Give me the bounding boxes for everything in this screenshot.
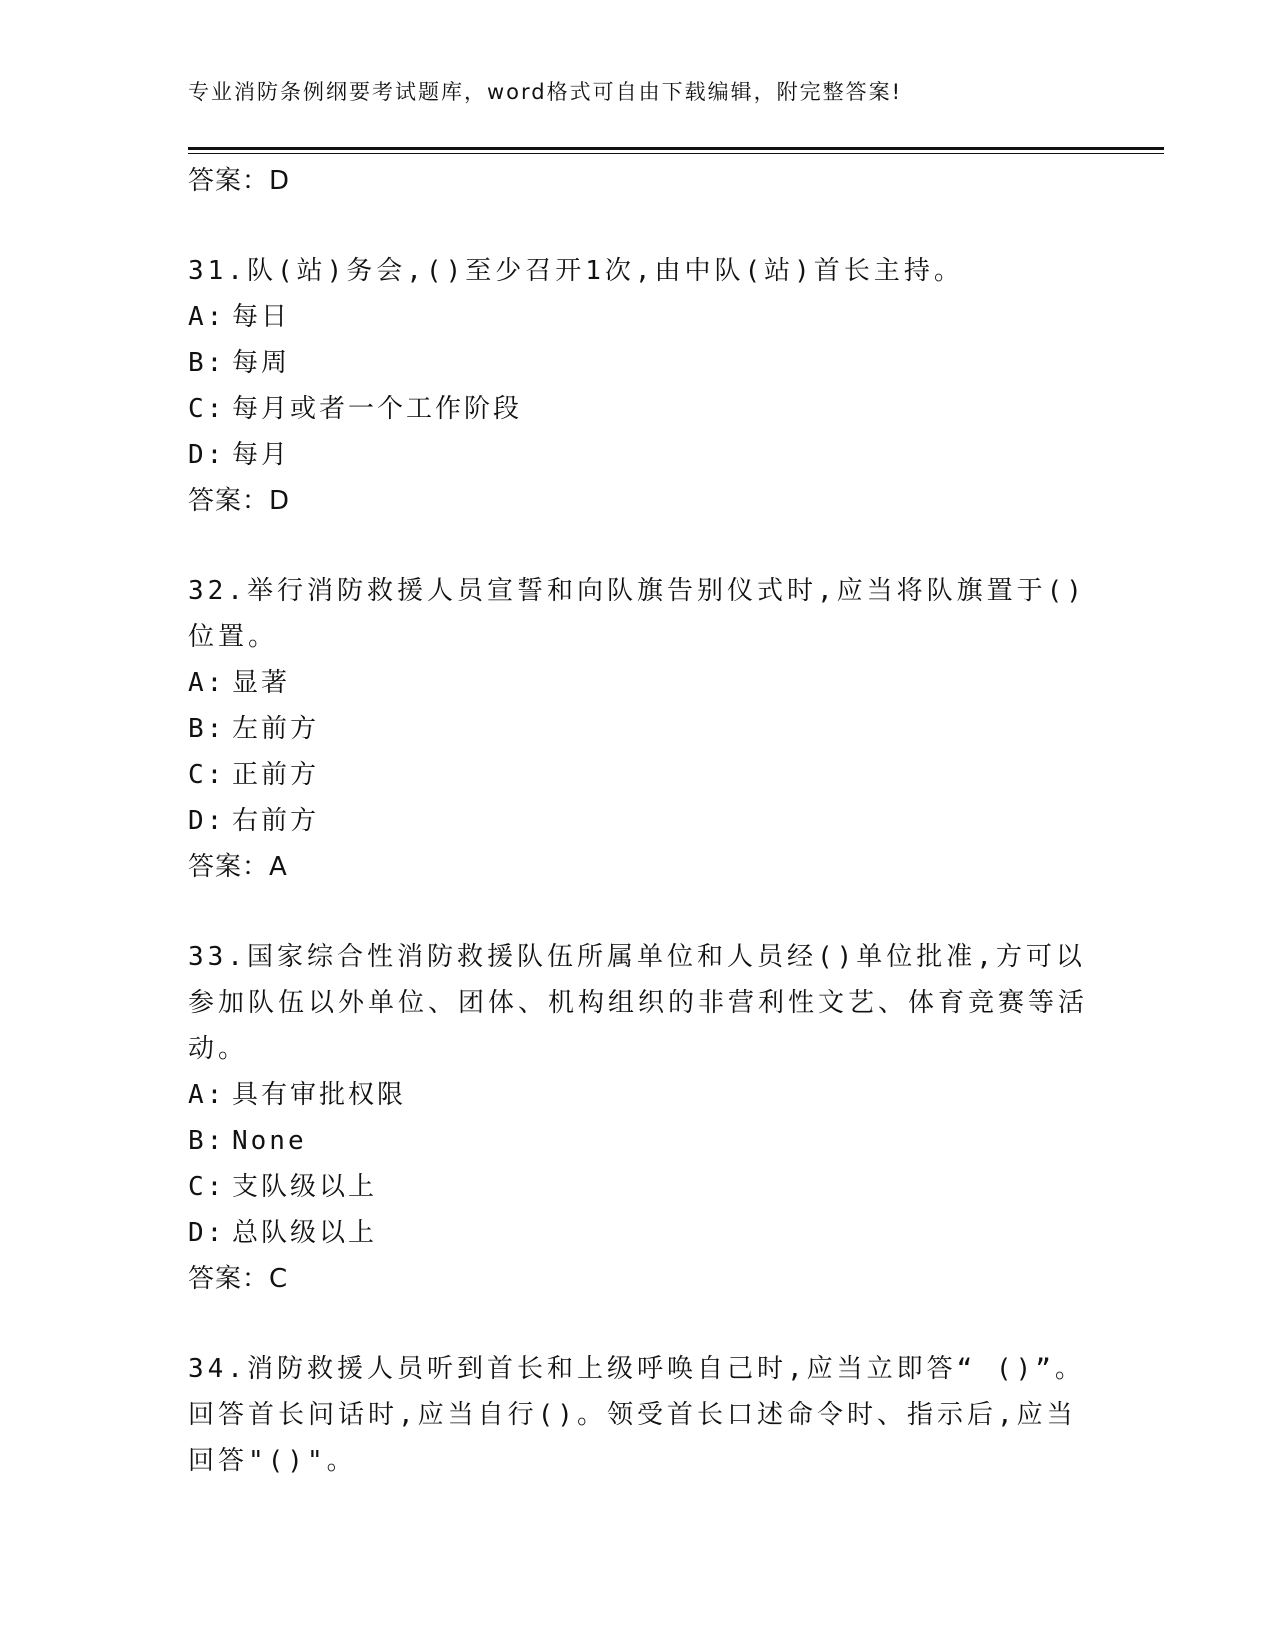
header-rule-thin <box>188 153 1164 154</box>
answer-line: 答案：D <box>188 486 291 516</box>
option-text: 每周 <box>232 348 291 378</box>
answer-line: 答案：C <box>188 1264 289 1294</box>
option-text: 每月或者一个工作阶段 <box>232 394 523 424</box>
option-d <box>188 1210 1088 1256</box>
option-label: B: <box>188 714 226 744</box>
option-text: 左前方 <box>232 714 320 744</box>
option-d <box>188 798 1088 844</box>
question-text: 34.消防救援人员听到首长和上级呼唤自己时,应当立即答“ ()”。回答首长问话时,应当自行()。领受首长口述命令时、指示后,应当回答"()"。 <box>188 1354 1085 1476</box>
option-label: A: <box>188 668 226 698</box>
option-label: B: <box>188 348 226 378</box>
question-text: 31.队(站)务会,()至少召开1次,由中队(站)首长主持。 <box>188 256 964 286</box>
option-a <box>188 1072 1088 1118</box>
question-34 <box>188 1346 1088 1484</box>
option-label: D: <box>188 440 226 470</box>
option-label: C: <box>188 760 226 790</box>
option-label: A: <box>188 1080 226 1110</box>
question-text: 32.举行消防救援人员宣誓和向队旗告别仪式时,应当将队旗置于()位置。 <box>188 576 1086 652</box>
option-label: D: <box>188 806 226 836</box>
option-text: 总队级以上 <box>232 1218 378 1248</box>
question-list <box>188 158 1088 1484</box>
option-label: B: <box>188 1126 226 1156</box>
option-a <box>188 660 1088 706</box>
option-b <box>188 706 1088 752</box>
option-text: 每月 <box>232 440 291 470</box>
option-text: 具有审批权限 <box>232 1080 407 1110</box>
option-label: D: <box>188 1218 226 1248</box>
option-c <box>188 386 1088 432</box>
option-a <box>188 294 1088 340</box>
option-text: 每日 <box>232 302 291 332</box>
answer-line: 答案：A <box>188 852 288 882</box>
answer-line: 答案：D <box>188 166 291 196</box>
option-text: 右前方 <box>232 806 320 836</box>
question-31 <box>188 248 1088 524</box>
page-header: 专业消防条例纲要考试题库，word格式可自由下载编辑，附完整答案! <box>188 80 903 104</box>
header-rule-thick <box>188 147 1164 150</box>
option-b <box>188 340 1088 386</box>
option-text: None <box>232 1126 307 1156</box>
option-text: 正前方 <box>232 760 320 790</box>
question-text: 33.国家综合性消防救援队伍所属单位和人员经()单位批准,方可以 参加队伍以外单位、团体、机构组织的非营利性文艺、体育竞赛等活动。 <box>188 942 1089 1064</box>
option-label: C: <box>188 394 226 424</box>
option-label: A: <box>188 302 226 332</box>
option-c <box>188 752 1088 798</box>
question-33 <box>188 934 1088 1302</box>
option-label: C: <box>188 1172 226 1202</box>
option-d <box>188 432 1088 478</box>
question-32 <box>188 568 1088 890</box>
option-text: 支队级以上 <box>232 1172 378 1202</box>
option-text: 显著 <box>232 668 291 698</box>
option-b <box>188 1118 1088 1164</box>
option-c <box>188 1164 1088 1210</box>
